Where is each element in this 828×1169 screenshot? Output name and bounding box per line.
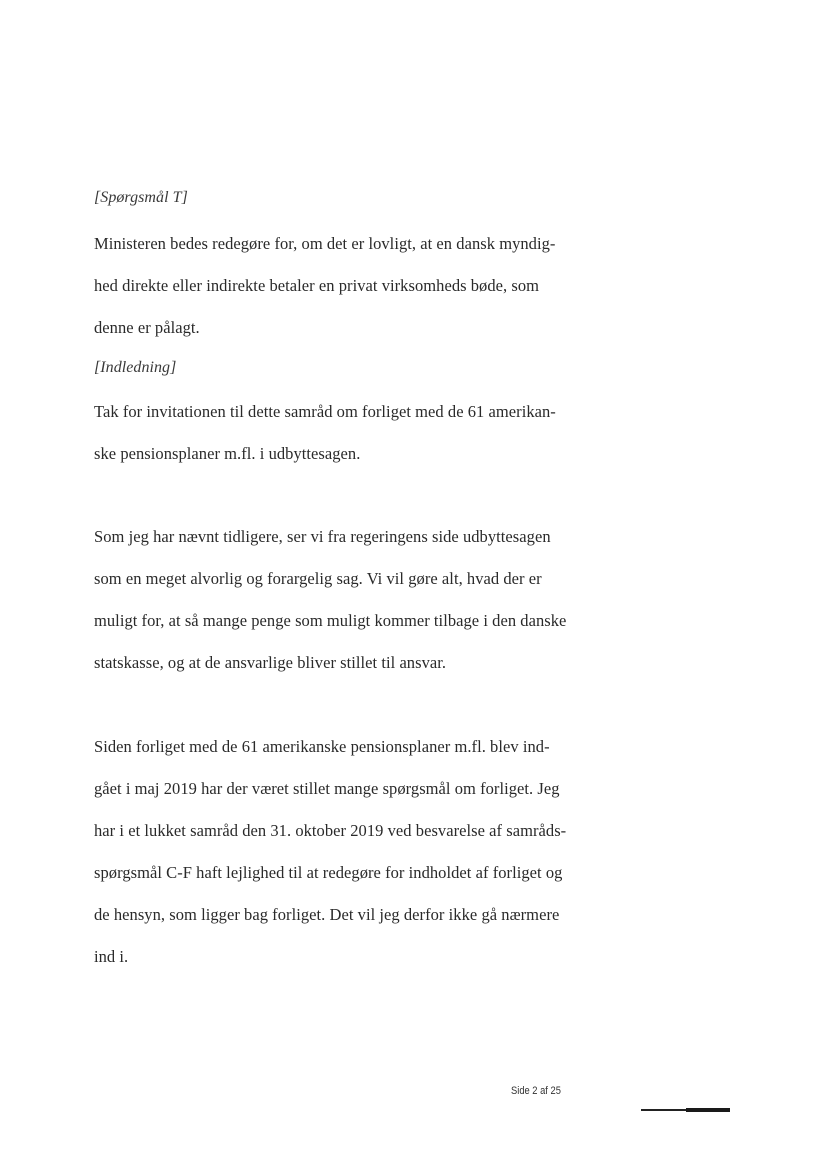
- paragraph-line: statskasse, og at de ansvarlige bliver stillet til ansvar.: [94, 653, 447, 672]
- intro-label: [Indledning]: [94, 359, 177, 376]
- paragraph-line: ske pensionsplaner m.fl. i udbyttesagen.: [94, 444, 361, 463]
- footer-rule-accent: [686, 1108, 730, 1112]
- paragraph-line: har i et lukket samråd den 31. oktober 2019 ved besvarelse af samråds-: [94, 821, 567, 840]
- paragraph-line: ind i.: [94, 947, 129, 966]
- page-number: Side 2 af 25: [511, 1085, 561, 1097]
- paragraph-line: muligt for, at så mange penge som muligt kommer tilbage i den danske: [94, 611, 567, 630]
- paragraph-line: som en meget alvorlig og forargelig sag. Vi vil gøre alt, hvad der er: [94, 569, 542, 588]
- question-label: [Spørgsmål T]: [94, 189, 188, 206]
- paragraph-line: de hensyn, som ligger bag forliget. Det vil jeg derfor ikke gå nærmere: [94, 905, 560, 924]
- paragraph-line: gået i maj 2019 har der været stillet mange spørgsmål om forliget. Jeg: [94, 779, 560, 798]
- paragraph-line: spørgsmål C-F haft lejlighed til at redegøre for indholdet af forliget og: [94, 863, 563, 882]
- question-line: Ministeren bedes redegøre for, om det er lovligt, at en dansk myndig-: [94, 234, 556, 253]
- paragraph-line: Tak for invitationen til dette samråd om forliget med de 61 amerikan-: [94, 402, 556, 421]
- paragraph-line: Som jeg har nævnt tidligere, ser vi fra regeringens side udbyttesagen: [94, 527, 551, 546]
- paragraph-line: Siden forliget med de 61 amerikanske pensionsplaner m.fl. blev ind-: [94, 737, 550, 756]
- question-line: denne er pålagt.: [94, 318, 200, 337]
- question-line: hed direkte eller indirekte betaler en privat virksomheds bøde, som: [94, 276, 540, 295]
